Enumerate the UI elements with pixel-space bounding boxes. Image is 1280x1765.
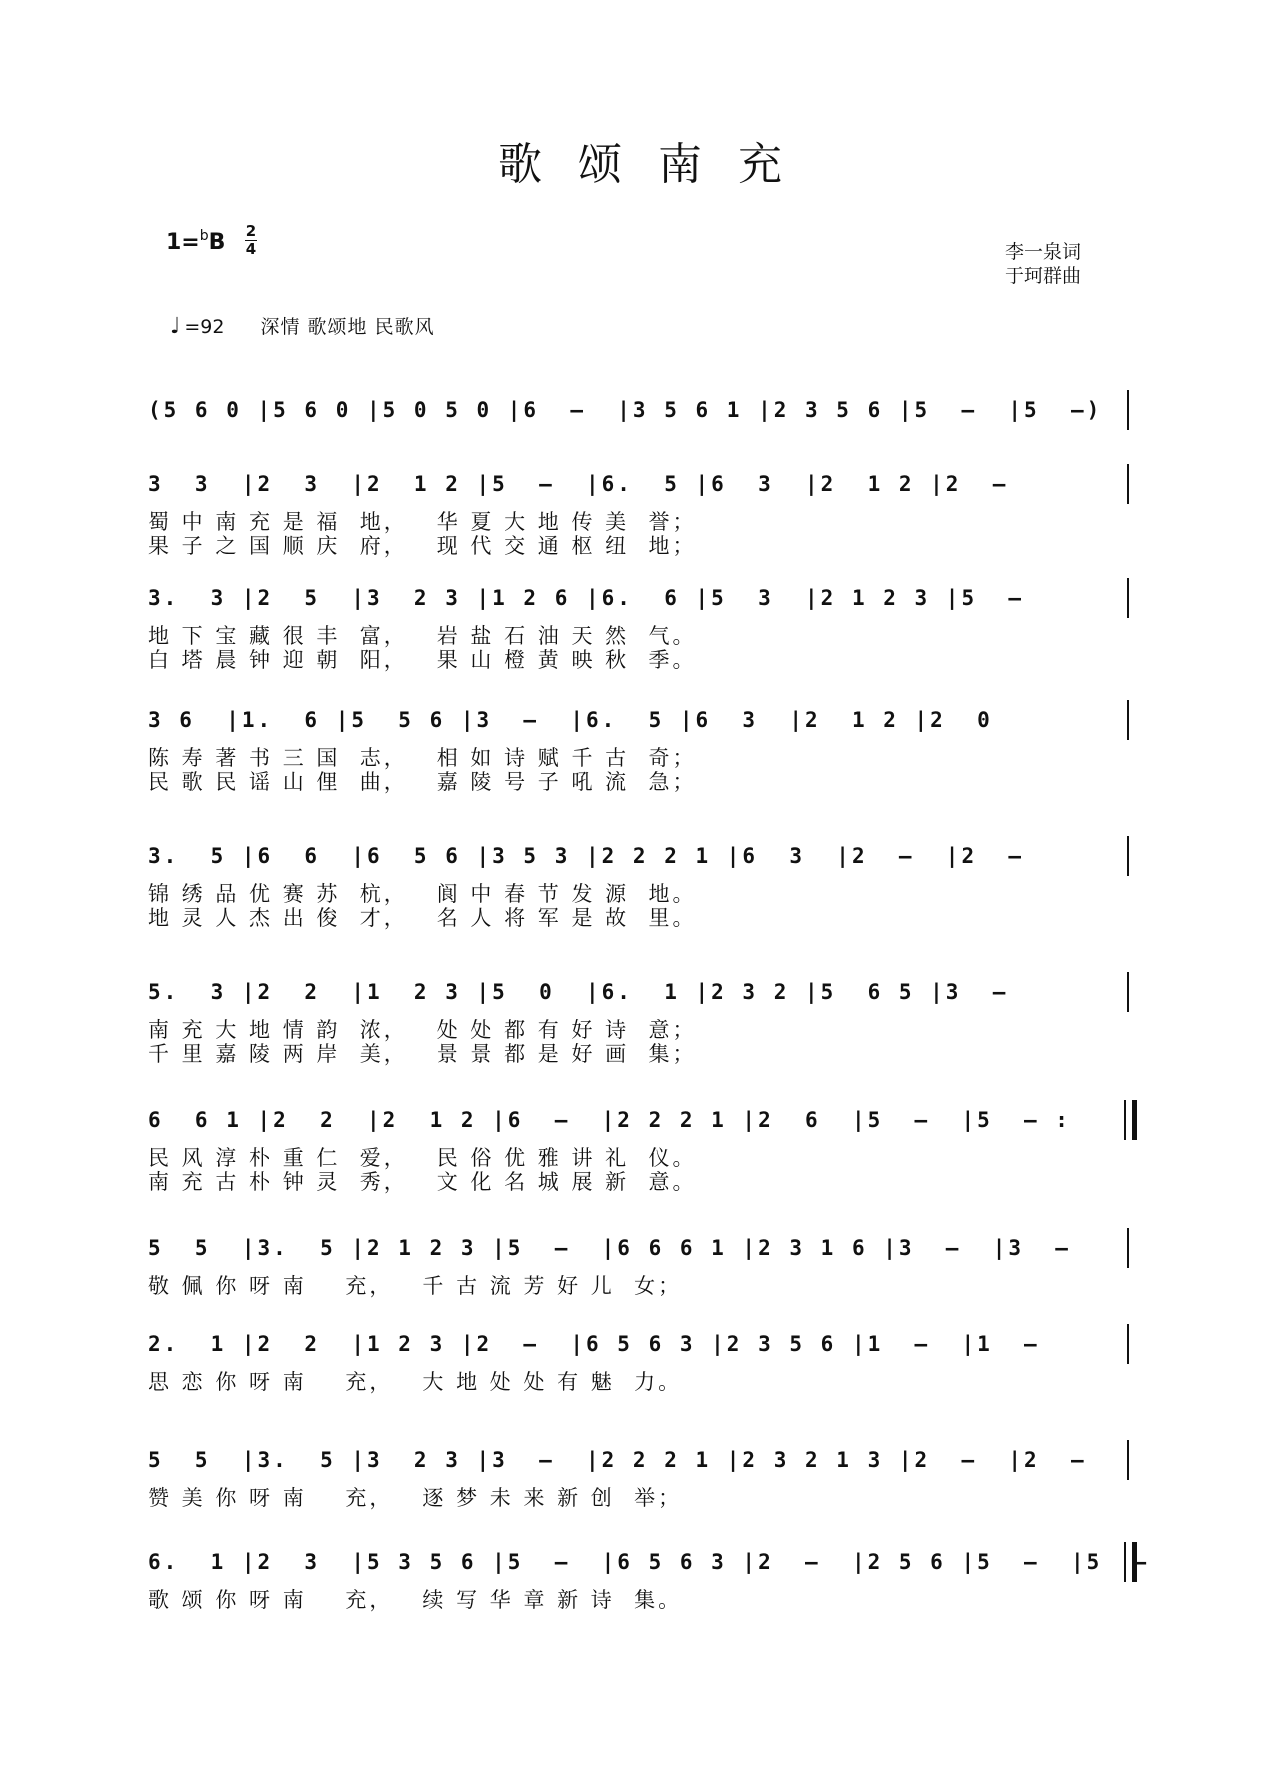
repeat-end-bar	[1124, 1100, 1137, 1140]
notation-line: 3. 3 |2 5 |3 2 3 |1 2 6 |6. 6 |5 3 |2 1 2 3 |5 –	[148, 586, 1025, 610]
tempo-marking	[170, 312, 435, 339]
lyric-line-1: 南 充 大 地 情 韵 浓， 处 处 都 有 好 诗 意；	[148, 1018, 697, 1042]
lyric-line-2: 民 歌 民 谣 山 俚 曲， 嘉 陵 号 子 吼 流 急；	[148, 770, 697, 794]
lyric-line-1: 赞 美 你 呀 南 充， 逐 梦 未 来 新 创 举；	[148, 1486, 683, 1510]
bar-line	[1127, 1440, 1129, 1480]
bar-line	[1127, 1324, 1129, 1364]
bar-line	[1127, 464, 1129, 504]
bar-line	[1127, 390, 1129, 430]
lyricist-credit: 李一泉词	[1005, 241, 1082, 263]
expression-mark: 深情 歌颂地 民歌风	[260, 316, 435, 338]
lyric-line-1: 歌 颂 你 呀 南 充， 续 写 华 章 新 诗 集。	[148, 1588, 683, 1612]
time-signature	[245, 224, 257, 257]
key-note: B	[208, 230, 226, 255]
flat-sign: b	[199, 228, 209, 244]
lyric-line-1: 思 恋 你 呀 南 充， 大 地 处 处 有 魅 力。	[148, 1370, 683, 1394]
notation-line: 3. 5 |6 6 |6 5 6 |3 5 3 |2 2 2 1 |6 3 |2 – |2 –	[148, 844, 1025, 868]
credits	[1005, 240, 1081, 288]
composer-credit: 于珂群曲	[1005, 265, 1082, 287]
bar-line	[1127, 972, 1129, 1012]
lyric-line-2: 果 子 之 国 顺 庆 府， 现 代 交 通 枢 纽 地；	[148, 534, 697, 558]
song-title: 歌颂南充	[498, 139, 818, 190]
tempo-value: =92	[184, 316, 225, 338]
lyric-line-1: 地 下 宝 藏 很 丰 富， 岩 盐 石 油 天 然 气。	[148, 624, 697, 648]
lyric-line-1: 敬 佩 你 呀 南 充， 千 古 流 芳 好 儿 女；	[148, 1274, 683, 1298]
notation-line: (5 6 0 |5 6 0 |5 0 5 0 |6 – |3 5 6 1 |2 3 5 6 |5 – |5 –)	[148, 398, 1103, 422]
notation-line: 6. 1 |2 3 |5 3 5 6 |5 – |6 5 6 3 |2 – |2 5 6 |5 – |5 –	[148, 1550, 1150, 1574]
lyric-line-2: 千 里 嘉 陵 两 岸 美， 景 景 都 是 好 画 集；	[148, 1042, 697, 1066]
lyric-line-1: 蜀 中 南 充 是 福 地， 华 夏 大 地 传 美 誉；	[148, 510, 697, 534]
quarter-note-icon: ♩	[170, 314, 181, 339]
meter-top: 2	[245, 222, 257, 240]
lyric-line-2: 白 塔 晨 钟 迎 朝 阳， 果 山 橙 黄 映 秋 季。	[148, 648, 697, 672]
notation-line: 2. 1 |2 2 |1 2 3 |2 – |6 5 6 3 |2 3 5 6 |1 – |1 –	[148, 1332, 1040, 1356]
notation-line: 6 6 1 |2 2 |2 1 2 |6 – |2 2 2 1 |2 6 |5 – |5 – :	[148, 1108, 1071, 1132]
notation-line: 3 6 |1. 6 |5 5 6 |3 – |6. 5 |6 3 |2 1 2 |2 0	[148, 708, 993, 732]
notation-line: 3 3 |2 3 |2 1 2 |5 – |6. 5 |6 3 |2 1 2 |2 –	[148, 472, 1009, 496]
key-signature	[166, 228, 225, 255]
bar-line	[1127, 700, 1129, 740]
key-prefix: 1=	[166, 230, 200, 255]
lyric-line-1: 陈 寿 著 书 三 国 志， 相 如 诗 赋 千 古 奇；	[148, 746, 697, 770]
notation-line: 5 5 |3. 5 |2 1 2 3 |5 – |6 6 6 1 |2 3 1 6 |3 – |3 –	[148, 1236, 1071, 1260]
meter-bottom: 4	[245, 240, 257, 258]
bar-line	[1127, 836, 1129, 876]
notation-line: 5 5 |3. 5 |3 2 3 |3 – |2 2 2 1 |2 3 2 1 3 |2 – |2 –	[148, 1448, 1087, 1472]
final-bar	[1124, 1542, 1137, 1582]
lyric-line-1: 民 风 淳 朴 重 仁 爱， 民 俗 优 雅 讲 礼 仪。	[148, 1146, 697, 1170]
lyric-line-1: 锦 绣 品 优 赛 苏 杭， 阆 中 春 节 发 源 地。	[148, 882, 697, 906]
bar-line	[1127, 578, 1129, 618]
lyric-line-2: 地 灵 人 杰 出 俊 才， 名 人 将 军 是 故 里。	[148, 906, 697, 930]
lyric-line-2: 南 充 古 朴 钟 灵 秀， 文 化 名 城 展 新 意。	[148, 1170, 697, 1194]
bar-line	[1127, 1228, 1129, 1268]
notation-line: 5. 3 |2 2 |1 2 3 |5 0 |6. 1 |2 3 2 |5 6 5 |3 –	[148, 980, 1009, 1004]
